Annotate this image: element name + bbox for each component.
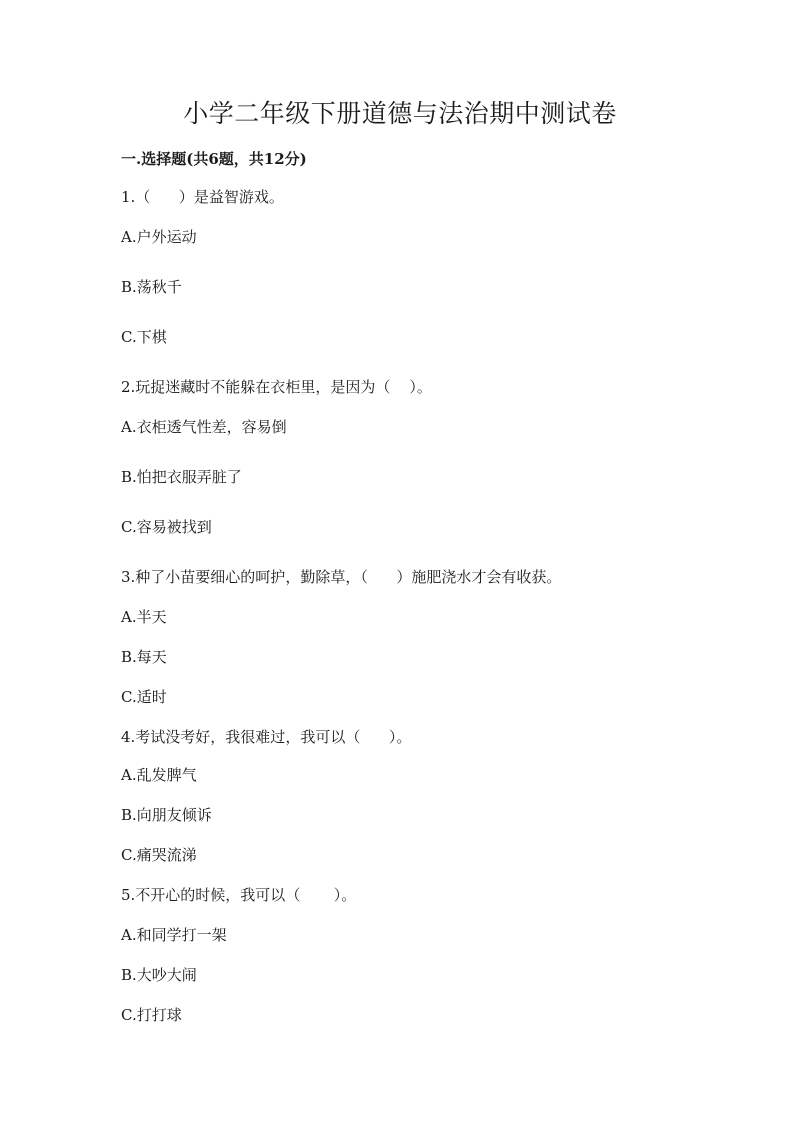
question-stem: 2.玩捉迷藏时不能躲在衣柜里，是因为（ ）。 <box>121 378 432 396</box>
section-heading: 一.选择题(共6题，共12分) <box>121 150 307 168</box>
option-c: C.打打球 <box>121 1006 182 1024</box>
question-stem: 1.（ ）是益智游戏。 <box>121 188 284 206</box>
option-a: A.和同学打一架 <box>121 926 227 944</box>
option-b: B.向朋友倾诉 <box>121 806 212 824</box>
option-c: C.下棋 <box>121 328 167 346</box>
option-c: C.容易被找到 <box>121 518 212 536</box>
option-c: C.痛哭流涕 <box>121 846 197 864</box>
option-a: A.乱发脾气 <box>121 766 197 784</box>
option-b: B.怕把衣服弄脏了 <box>121 468 242 486</box>
option-b: B.大吵大闹 <box>121 966 197 984</box>
option-a: A.衣柜透气性差，容易倒 <box>121 418 287 436</box>
question-stem: 4.考试没考好，我很难过，我可以（ ）。 <box>121 728 412 746</box>
option-c: C.适时 <box>121 688 167 706</box>
option-a: A.户外运动 <box>121 228 197 246</box>
page-title: 小学二年级下册道德与法治期中测试卷 <box>183 99 617 128</box>
option-b: B.每天 <box>121 648 167 666</box>
option-a: A.半天 <box>121 608 167 626</box>
question-stem: 3.种了小苗要细心的呵护，勤除草，（ ）施肥浇水才会有收获。 <box>121 568 562 586</box>
question-stem: 5.不开心的时候，我可以（ ）。 <box>121 886 357 904</box>
option-b: B.荡秋千 <box>121 278 182 296</box>
